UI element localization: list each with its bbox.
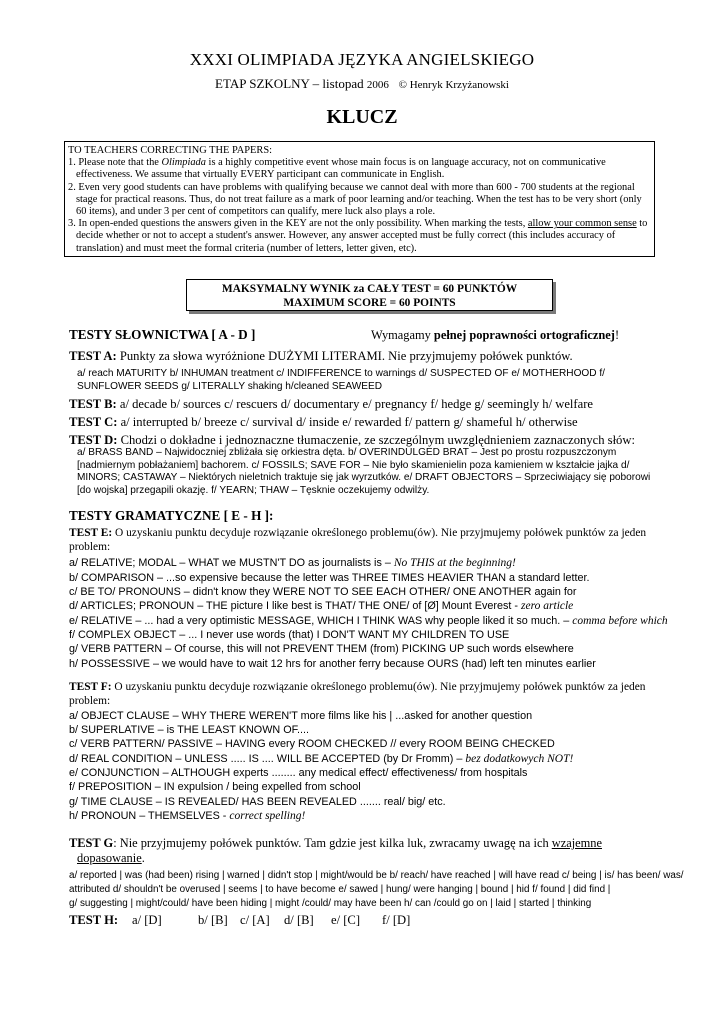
test-g-intro-underline-2: dopasowanie <box>77 851 142 865</box>
test-b-answers: a/ decade b/ sources c/ rescuers d/ documentary e/ pregnancy f/ hedge g/ seemingly h/ welfare <box>116 397 593 411</box>
test-c <box>69 415 578 430</box>
test-h-answer-d: d/ [B] <box>284 913 314 927</box>
test-f-item-d <box>69 753 573 765</box>
test-a-answers-line-2: SUNFLOWER SEEDS g/ LITERALLY shaking h/cleaned SEAWEED <box>77 381 382 392</box>
test-h-answer-b: b/ [B] <box>198 913 228 927</box>
test-f-d-note: bez dodatkowych NOT! <box>465 753 574 765</box>
test-f-item-a: a/ OBJECT CLAUSE – WHY THERE WEREN'T more films like his | ...asked for another question <box>69 710 533 722</box>
grammar-heading: TESTY GRAMATYCZNE [ E - H ]: <box>69 508 274 523</box>
test-a-answers-line-1: a/ reach MATURITY b/ INHUMAN treatment c/ INDIFFERENCE to warnings d/ SUSPECTED OF e/ MOTHERHOOD f/ <box>77 368 605 379</box>
key-title: KLUCZ <box>326 106 398 128</box>
test-e-intro-text: O uzyskaniu punktu decyduje rozwiązanie określonego problemu(ów). Nie przyjmujemy połówek punktów za jeden problem: <box>69 527 647 553</box>
subtitle-stage: ETAP SZKOLNY – listopad <box>215 76 364 91</box>
test-a-intro-text: Punkty za słowa wyróżnione DUŻYMI LITERAMI. Nie przyjmujemy połówek punktów. <box>116 349 573 363</box>
test-d-intro-text: Chodzi o dokładne i jednoznaczne tłumaczenie, ze szczególnym uwzględnieniem zaznaczonych słów: <box>117 433 635 447</box>
teachers-heading: TO TEACHERS CORRECTING THE PAPERS: <box>68 145 273 156</box>
test-g-intro <box>69 836 669 866</box>
vocab-note-c: ! <box>614 328 620 342</box>
test-g-intro-end: . <box>141 851 145 865</box>
test-b <box>69 397 593 412</box>
test-f-item-c: c/ VERB PATTERN/ PASSIVE – HAVING every ROOM CHECKED // every ROOM BEING CHECKED <box>69 738 555 750</box>
document-title: XXXI OLIMPIADA JĘZYKA ANGIELSKIEGO <box>189 50 535 69</box>
vocab-spelling-note <box>371 328 619 343</box>
test-b-label: TEST B: <box>69 397 117 411</box>
test-f-label: TEST F: <box>69 681 112 693</box>
test-h-answer-e: e/ [C] <box>331 913 361 927</box>
test-e-e-text: e/ RELATIVE – ... had a very optimistic MESSAGE, WHICH I THINK WAS why people liked it so much. – <box>69 615 573 627</box>
teachers-item-3 <box>68 218 651 255</box>
test-e-item-g: g/ VERB PATTERN – Of course, this will not PREVENT THEM (from) PICKING UP such words elsewhere <box>69 643 574 655</box>
test-h-answer-f: f/ [D] <box>382 913 411 927</box>
test-g-intro-text: : Nie przyjmujemy połówek punktów. Tam gdzie jest kilka luk, zwracamy uwagę na ich <box>113 836 552 850</box>
teachers-notice-box <box>64 141 655 257</box>
test-f-item-f: f/ PREPOSITION – IN expulsion / being expelled from school <box>69 781 361 793</box>
test-e-item-h: h/ POSSESSIVE – we would have to wait 12 hrs for another ferry because OURS (had) left ten minutes earlier <box>69 658 596 670</box>
teachers-item-1-text-b: is a highly competitive event whose main focus is on language accuracy, not on communicative effectiveness. We assume that virtually EVERY participant can communicate in English. <box>76 157 606 181</box>
max-score-line-2: MAXIMUM SCORE = 60 POINTS <box>283 297 456 309</box>
test-g-label: TEST G <box>69 836 114 850</box>
test-e-d-note: zero article <box>521 600 574 612</box>
test-a-intro <box>69 349 573 364</box>
teachers-item-1-emphasis: Olimpiada <box>161 157 206 169</box>
document-subtitle <box>0 76 724 92</box>
teachers-item-3-text-a: 3. In open-ended questions the answers given in the KEY are not the only possibility. When marking the tests, <box>68 218 528 230</box>
max-score-box <box>186 279 553 311</box>
test-f-intro <box>69 681 669 708</box>
test-e-e-note: comma before which <box>572 615 668 627</box>
test-e-item-b: b/ COMPARISON – ...so expensive because the letter was THREE TIMES HEAVIER THAN a standard letter. <box>69 572 590 584</box>
teachers-item-1-text-a: 1. Please note that the <box>68 157 162 169</box>
test-h-label: TEST H: <box>69 913 119 927</box>
test-c-label: TEST C: <box>69 415 118 429</box>
test-e-a-text: a/ RELATIVE; MODAL – WHAT we MUSTN'T DO as journalists is – <box>69 557 394 569</box>
test-h-answer-c: c/ [A] <box>240 913 270 927</box>
test-f-item-g: g/ TIME CLAUSE – IS REVEALED/ HAS BEEN REVEALED ....... real/ big/ etc. <box>69 796 446 808</box>
test-e-intro <box>69 527 669 554</box>
test-e-item-f: f/ COMPLEX OBJECT – ... I never use words (that) I DON'T WANT MY CHILDREN TO USE <box>69 629 510 641</box>
vocab-heading: TESTY SŁOWNICTWA [ A - D ] <box>69 327 256 342</box>
test-f-d-text: d/ REAL CONDITION – UNLESS ..... IS .... WILL BE ACCEPTED (by Dr Fromm) – <box>69 753 466 765</box>
test-h <box>69 913 411 928</box>
teachers-item-3-text-b: to decide whether or not to accept a student's answer. However, any answer accepted must be fully correct (this includes accuracy of translation) and must meet the formal criteria (number of letters, letter given, etc). <box>76 218 648 254</box>
test-e-item-a <box>69 557 516 569</box>
subtitle-year: 2006 <box>366 79 389 91</box>
test-g-answers-line-3: g/ suggesting | might/could/ have been hiding | might /could/ may have been h/ can /could go on | laid | started | thinking <box>69 898 592 909</box>
teachers-list <box>68 157 651 255</box>
test-e-item-e <box>69 615 668 627</box>
test-e-label: TEST E: <box>69 527 113 539</box>
test-h-answer-a: a/ [D] <box>132 913 162 927</box>
test-e-d-text: d/ ARTICLES; PRONOUN – THE picture I like best is THAT/ THE ONE/ of [Ø] Mount Everest - <box>69 600 522 612</box>
teachers-item-1 <box>68 157 651 181</box>
test-g-answers-line-1: a/ reported | was (had been) rising | warned | didn't stop | might/would be b/ reach/ have reached | will have read c/ being | is/ has been/ was/ <box>69 870 684 881</box>
test-e-item-c: c/ BE TO/ PRONOUNS – didn't know they WERE NOT TO SEE EACH OTHER/ ONE ANOTHER again for <box>69 586 577 598</box>
subtitle-author: © Henryk Krzyżanowski <box>398 79 509 91</box>
test-c-answers: a/ interrupted b/ breeze c/ survival d/ inside e/ rewarded f/ pattern g/ shameful h/ otherwise <box>117 415 578 429</box>
test-g-answers-line-2: attributed d/ shouldn't be overused | seems | to have become e/ sawed | hung/ were hanging | bound | hid f/ found | did find | <box>69 884 611 895</box>
test-e-item-d <box>69 600 573 612</box>
vocab-note-a: Wymagamy <box>371 328 434 342</box>
test-d-answers: a/ BRASS BAND – Najwidoczniej zbliżała się orkiestra dęta. b/ OVERINDULGED BRAT – Jest po prostu rozpuszczonym [nadmiernym pobłażaniem] bachorem. c/ FOSSILS; SAVE FOR – Nie było skamienielin poza kamieniem w kształcie jajka d/ MINORS; CASTAWAY – Niektórych nieletnich traktuje się jak wyrzutków. e/ DRAFT OBJECTORS – Sprzeciwiający się poborowi [do wojska] przegapili okazję. f/ YEARN; THAW – Tęsknie oczekujemy odwilży. <box>77 447 651 496</box>
teachers-item-3-underlined: allow your common sense <box>527 218 637 230</box>
test-f-item-h <box>69 810 305 822</box>
test-d-intro <box>69 433 635 448</box>
test-f-intro-text: O uzyskaniu punktu decyduje rozwiązanie określonego problemu(ów). Nie przyjmujemy połówek punktów za jeden problem: <box>69 681 646 707</box>
test-a-label: TEST A: <box>69 349 117 363</box>
vocab-note-bold: pełnej poprawności ortograficznej <box>433 328 615 342</box>
test-f-h-text: h/ PRONOUN – THEMSELVES - <box>69 810 230 822</box>
max-score-line-1: MAKSYMALNY WYNIK za CAŁY TEST = 60 PUNKTÓW <box>221 283 518 295</box>
test-f-h-note: correct spelling! <box>229 810 306 822</box>
test-e-a-note: No THIS at the beginning! <box>393 557 516 569</box>
test-f-item-e: e/ CONJUNCTION – ALTHOUGH experts ........ any medical effect/ effectiveness/ from hospitals <box>69 767 528 779</box>
teachers-item-2: 2. Even very good students can have problems with qualifying because we cannot deal with more than 600 - 700 students at the regional stage for practical reasons. Thus, do not treat failure as a mark of poor learning and/or teaching. When the test has to be very short (only 60 items), and under 3 per cent of competitors can qualify, mere luck also plays a role. <box>68 181 642 218</box>
test-d-label: TEST D: <box>69 433 118 447</box>
test-f-item-b: b/ SUPERLATIVE – is THE LEAST KNOWN OF.... <box>69 724 309 736</box>
test-g-intro-underline-1: wzajemne <box>551 836 602 850</box>
